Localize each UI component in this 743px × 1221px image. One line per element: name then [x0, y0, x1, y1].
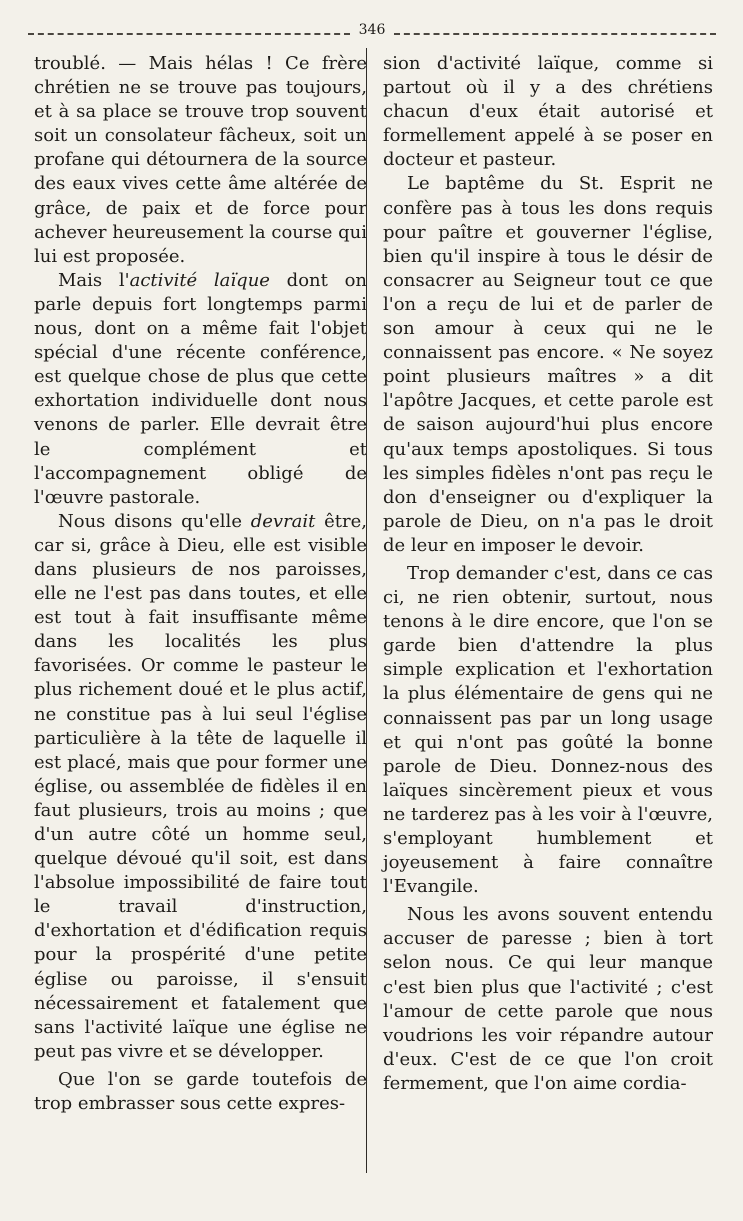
paragraph: Que l'on se garde toutefois de trop embrasser sous cette expres- — [34, 1068, 367, 1115]
paragraph: Nous les avons souvent entendu accuser de paresse ; bien à tort selon nous. Ce qui leur manque c'est bien plus que l'activité ; c'est l'amour de cette parole que nous voudrions les voir répandre autour d'eux. C'est de ce que l'on croit fermement, que l'on aime cordia- — [383, 904, 713, 1094]
page-number: 346 — [358, 22, 386, 38]
text-run: dont on parle depuis fort longtemps parmi nous, dont on a même fait l'objet spécial d'une récente conférence, est quelque chose de plus que cette exhortation individuelle dont nous venons de parler. Elle devrait être le complément et l'accompagnement obligé de l'œuvre pastorale. — [34, 269, 368, 508]
paragraph: troublé. — Mais hélas ! Ce frère chrétien ne se trouve pas toujours, et à sa place se trouve trop souvent soit un consolateur fâcheux, soit un profane qui détournera de la source des eaux vives cette âme altérée de grâce, de paix et de force pour achever heureusement la course qui lui est proposée. — [34, 53, 367, 267]
paragraph: Le baptême du St. Esprit ne confère pas à tous les dons requis pour paître et gouverner l'église, bien qu'il inspire à tous le désir de consacrer au Seigneur tout ce que l'on a reçu de lui et de parler de son amour à ceux qui ne le connaissent pas encore. « Ne soyez point plusieurs maîtres » a dit l'apôtre Jacques, et cette parole est de saison aujourd'hui plus encore qu'aux temps apostoliques. Si tous les simples fidèles n'ont pas reçu le don d'enseigner ou d'expliquer la parole de Dieu, on n'a pas le droit de leur en imposer le devoir. — [383, 173, 713, 556]
right-column — [383, 52, 713, 1096]
page-header — [28, 20, 716, 42]
emphasis: devrait — [250, 510, 316, 532]
text-run: Mais l' — [58, 269, 130, 291]
paragraph — [34, 510, 367, 1064]
column-divider — [366, 48, 367, 1173]
left-column — [34, 52, 367, 1116]
paragraph — [34, 269, 367, 510]
text-run: être, car si, grâce à Dieu, elle est visible dans plusieurs de nos paroisses, elle ne l'est pas dans toutes, et elle est tout à fait insuffisante même dans les localités les plus favorisées. Or comme le pasteur le plus richement doué et le plus actif, ne constitue pas à lui seul l'église particulière à la tête de laquelle il est placé, mais que pour former une église, ou assemblée de fidèles il en faut plusieurs, trois au moins ; que d'un autre côté un homme seul, quelque dévoué qu'il soit, est dans l'absolue impossibilité de faire tout le travail d'instruction, d'exhortation et d'édification requis pour la prospérité d'une petite église ou paroisse, il s'ensuit nécessairement et fatalement que sans l'activité laïque une église ne peut pas vivre et se développer. — [34, 510, 367, 1062]
emphasis: activité laïque — [129, 269, 270, 291]
header-rule-right — [394, 33, 716, 35]
text-run: Nous disons qu'elle — [58, 510, 251, 532]
paragraph: sion d'activité laïque, comme si partout où il y a des chrétiens chacun d'eux était autorisé et formellement appelé à se poser en docteur et pasteur. — [383, 53, 713, 171]
header-rule-left — [28, 33, 350, 35]
paragraph: Trop demander c'est, dans ce cas ci, ne rien obtenir, surtout, nous tenons à le dire encore, que l'on se garde bien d'attendre la plus simple explication et l'exhortation la plus élémentaire de gens qui ne connaissent pas par un long usage et qui n'ont pas goûté la bonne parole de Dieu. Donnez-nous des laïques sincèrement pieux et vous ne tarderez pas à les voir à l'œuvre, s'employant humblement et joyeusement à faire connaître l'Evangile. — [383, 562, 713, 898]
